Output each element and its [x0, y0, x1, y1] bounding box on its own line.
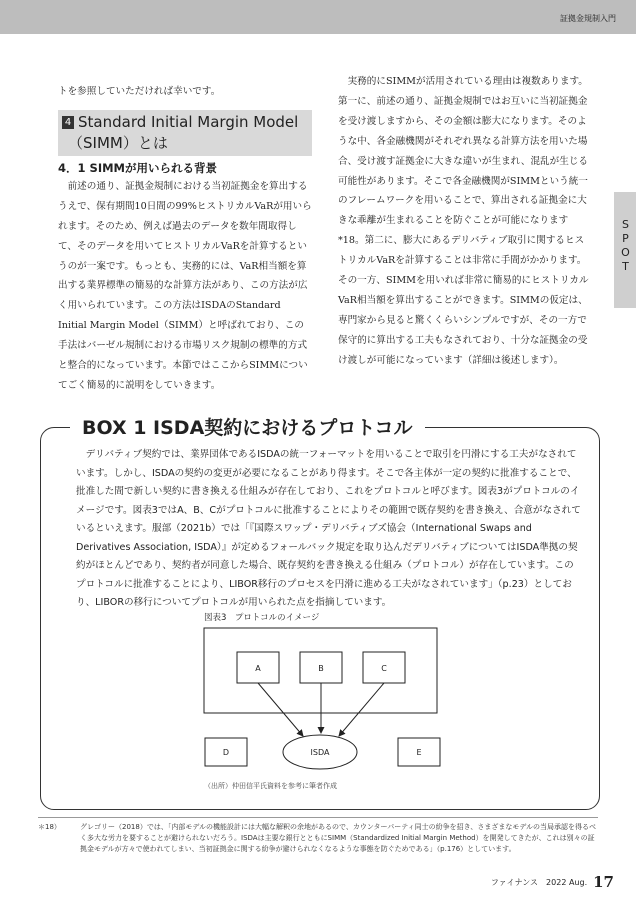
left-column — [58, 82, 312, 396]
box-title: BOX 1 ISDA契約におけるプロトコル — [70, 416, 425, 440]
page-footer — [491, 873, 614, 891]
node-d-label: D — [222, 748, 230, 757]
right-column — [338, 72, 592, 371]
left-body-paragraph: 前述の通り、証拠金規制における当初証拠金を算出するうえで、保有期間10日間の99%ヒストリカルVaRが用いられます。そのため、例えば過去のデータを数年間取得して、そのデータを用いてヒストリカルVaRを計算するというのが一案です。もっとも、実務的には、VaR相当額を算出する業界標準の簡易的な計算方法があり、この方法が広く用いられています。この方法はISDAのStandard Initial Margin Model（SIMM）と呼ばれており、この手法はバーゼル規制における市場リスク規制の標準的方式と整合的になっています。本節ではここからSIMMについてごく簡易的に説明をしていきます。 — [58, 180, 312, 391]
footnote — [38, 822, 598, 855]
section-heading — [58, 110, 312, 156]
node-a-label: A — [255, 664, 261, 673]
section-number: 4 — [62, 116, 74, 129]
footnote-mark: ＊18） — [38, 823, 61, 831]
journal-name: ファイナンス 2022 Aug. — [490, 878, 588, 887]
running-header: 証拠金規制入門 — [560, 14, 616, 23]
section-title-line1: Standard Initial Margin Model — [78, 112, 299, 131]
section-title-line2: （SIMM）とは — [68, 133, 168, 152]
box-paragraph: デリバティブ契約では、業界団体であるISDAの統一フォーマットを用いることで取引を円滑にする工夫がなされています。しかし、ISDAの契約の変更が必要になることがあり得ます。そこで各主体が一定の契約に批准することで、批准した間で新しい契約に書き換える仕組みが存在しており、これをプロトコルと呼びます。図表3がプロトコルのイメージです。図表3ではA、B、Cがプロトコルに批准することによりその範囲で既存契約を書き換え、合意がなされているといえます。服部（2021b）では「『国際スワップ・デリバティブズ協会（International Swaps and Derivatives Association, ISDA）』が定めるフォールバック規定を取り込んだデリバティブについてはISDA準拠の契約がほとんどであり、契約者が同意した場合、既存契約を書き換える仕組み（プロトコル）が存在しています。このプロトコルに批准することにより、LIBOR移行のプロセスを円滑に進める工夫がなされています」（p.23）としており、LIBORの移行についてプロトコルが用いられた点を指摘しています。 — [76, 449, 581, 608]
right-body-paragraph: 実務的にSIMMが活用されている理由は複数あります。第一に、前述の通り、証拠金規制ではお互いに当初証拠金を受け渡しますから、その金額は膨大になります。そのような中、各金融機関がそれぞれ異なる計算方法を用いた場合、受け渡す証拠金に大きな違いが生まれ、混乱が生じる可能性があります。そこで各金融機関がSIMMという統一のフレームワークを用いることで、算出される証拠金に大きな乖離が生まれることを防ぐことが可能になります*18。第二に、膨大にあるデリバティブ取引に関するヒストリカルVaRを計算することは非常に手間がかかります。その一方、SIMMを用いれば非常に簡易的にヒストリカルVaR相当額を算出することができます。SIMMの仮定は、専門家から見ると驚くくらいシンプルですが、その一方で保守的に算出する工夫もなされており、十分な証拠金の受け渡しが可能になっています（詳細は後述します）。 — [338, 76, 589, 366]
page-number: 17 — [593, 873, 614, 891]
subsection-number: 4．1 — [58, 160, 86, 175]
arrow-a-isda — [258, 683, 303, 736]
node-b-label: B — [318, 664, 324, 673]
footnote-rule — [38, 817, 598, 818]
node-isda-label: ISDA — [310, 748, 330, 757]
node-e-label: E — [416, 748, 422, 757]
spot-tab-label: SPOT — [619, 218, 632, 274]
subsection-heading — [58, 160, 312, 176]
spot-side-tab — [614, 192, 636, 308]
footnote-text: グレゴリー（2018）では、「内部モデルの機能設計には大幅な解釈の余地があるので、カウンターパーティ同士の紛争を招き、さまざまなモデルの当局承認を得るべく多大な労力を要することが避けられないだろう。ISDAは主要な銀行とともにSIMM（Standardized Initial Margin Method）を開発してきたが、これは別々の証拠金モデルが方々で使われてしまい、当初証拠金に関する紛争が避けられなくなるような事態を防ぐためである」（p.176）としています。 — [80, 823, 597, 853]
left-intro-line: トを参照していただければ幸いです。 — [58, 86, 221, 97]
figure-source: （出所）仲田信平氏資料を参考に筆者作成 — [204, 782, 337, 790]
node-c-label: C — [381, 664, 387, 673]
figure-label: 図表3 プロトコルのイメージ — [204, 613, 320, 623]
top-header-bar — [0, 0, 636, 34]
subsection-title: SIMMが用いられる背景 — [89, 160, 217, 175]
box-body — [76, 446, 582, 613]
protocol-diagram — [195, 622, 445, 780]
arrow-c-isda — [339, 683, 384, 736]
